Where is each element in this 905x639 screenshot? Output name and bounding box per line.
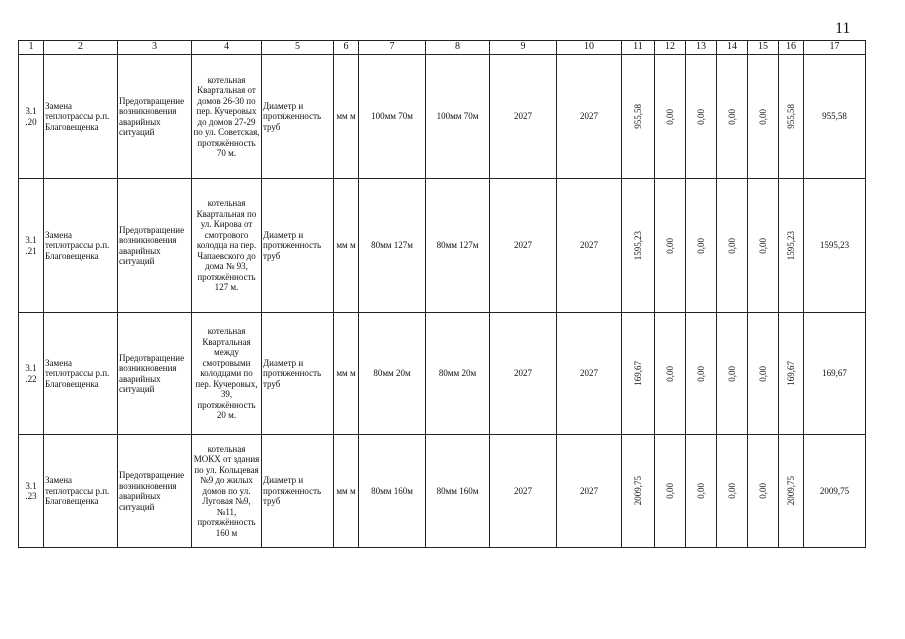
column-header: 11 xyxy=(622,41,655,55)
cell-value: 955,58 xyxy=(785,104,796,129)
cell-value: 0,00 xyxy=(695,108,706,125)
cell-location: котельная МОКХ от здания по ул. Кольцевая №9 до жилых домов по ул. Луговая №9, №11, протяжённость 160 м xyxy=(192,435,262,548)
column-header: 9 xyxy=(490,41,557,55)
cell-value: 0,00 xyxy=(757,237,768,254)
cell-col11 xyxy=(622,179,655,313)
cell-col14 xyxy=(717,179,748,313)
column-header: 2 xyxy=(44,41,118,55)
program-table xyxy=(18,40,866,548)
cell-col15 xyxy=(748,179,779,313)
column-header: 17 xyxy=(804,41,866,55)
cell-before: 80мм 127м xyxy=(359,179,426,313)
cell-unit: мм м xyxy=(334,313,359,435)
cell-end-year: 2027 xyxy=(557,55,622,179)
cell-col12 xyxy=(655,435,686,548)
cell-value: 0,00 xyxy=(664,483,675,499)
cell-col16 xyxy=(779,55,804,179)
cell-before: 80мм 20м xyxy=(359,313,426,435)
cell-col13 xyxy=(686,55,717,179)
table-row xyxy=(19,55,866,179)
column-header: 12 xyxy=(655,41,686,55)
column-header: 7 xyxy=(359,41,426,55)
cell-number: 3.1 .23 xyxy=(19,435,44,548)
cell-value: 0,00 xyxy=(726,483,737,499)
cell-start-year: 2027 xyxy=(490,435,557,548)
cell-start-year: 2027 xyxy=(490,179,557,313)
cell-value: 0,00 xyxy=(757,483,768,499)
cell-number: 3.1 .21 xyxy=(19,179,44,313)
cell-col15 xyxy=(748,435,779,548)
cell-value: 0,00 xyxy=(664,108,675,125)
column-header: 13 xyxy=(686,41,717,55)
cell-col14 xyxy=(717,435,748,548)
cell-end-year: 2027 xyxy=(557,179,622,313)
cell-col16 xyxy=(779,313,804,435)
cell-after: 80мм 160м xyxy=(426,435,490,548)
column-header: 1 xyxy=(19,41,44,55)
column-header: 4 xyxy=(192,41,262,55)
cell-purpose: Предотвращение возникновения аварийных ситуаций xyxy=(118,435,192,548)
cell-col11 xyxy=(622,435,655,548)
cell-value: 0,00 xyxy=(726,108,737,125)
cell-col13 xyxy=(686,313,717,435)
cell-after: 80мм 127м xyxy=(426,179,490,313)
cell-indicator: Диаметр и протяженность труб xyxy=(262,179,334,313)
cell-before: 100мм 70м xyxy=(359,55,426,179)
cell-value: 0,00 xyxy=(726,237,737,254)
cell-col12 xyxy=(655,55,686,179)
cell-value: 2009,75 xyxy=(632,476,643,506)
cell-col15 xyxy=(748,55,779,179)
cell-value: 0,00 xyxy=(664,365,675,382)
cell-value: 2009,75 xyxy=(785,476,796,506)
cell-col14 xyxy=(717,313,748,435)
column-header: 5 xyxy=(262,41,334,55)
cell-start-year: 2027 xyxy=(490,313,557,435)
cell-col12 xyxy=(655,179,686,313)
cell-col13 xyxy=(686,435,717,548)
table-row xyxy=(19,313,866,435)
cell-location: котельная Квартальная от домов 26-30 по пер. Кучеровых до домов 27-29 по ул. Советская, протяжённость 70 м. xyxy=(192,55,262,179)
cell-col11 xyxy=(622,313,655,435)
cell-value: 0,00 xyxy=(757,108,768,125)
cell-before: 80мм 160м xyxy=(359,435,426,548)
cell-value: 169,67 xyxy=(785,361,796,386)
cell-location: котельная Квартальная между смотровыми колодцами по пер. Кучеровых, 39, протяжённость 20 м. xyxy=(192,313,262,435)
cell-indicator: Диаметр и протяженность труб xyxy=(262,435,334,548)
column-header: 16 xyxy=(779,41,804,55)
cell-value: 0,00 xyxy=(757,365,768,382)
cell-col13 xyxy=(686,179,717,313)
cell-col14 xyxy=(717,55,748,179)
cell-end-year: 2027 xyxy=(557,435,622,548)
header-row xyxy=(19,41,866,55)
cell-unit: мм м xyxy=(334,435,359,548)
cell-name: Замена теплотрассы р.п. Благовещенка xyxy=(44,55,118,179)
cell-unit: мм м xyxy=(334,55,359,179)
cell-location: котельная Квартальная по ул. Кирова от смотрового колодца на пер. Чапаевского до дома № 93, протяжённость 127 м. xyxy=(192,179,262,313)
cell-col12 xyxy=(655,313,686,435)
cell-total: 169,67 xyxy=(804,313,866,435)
cell-value: 0,00 xyxy=(695,237,706,254)
cell-col15 xyxy=(748,313,779,435)
cell-value: 0,00 xyxy=(726,365,737,382)
cell-value: 1595,23 xyxy=(785,230,796,261)
column-header: 6 xyxy=(334,41,359,55)
column-header: 8 xyxy=(426,41,490,55)
table-row xyxy=(19,179,866,313)
cell-total: 955,58 xyxy=(804,55,866,179)
cell-after: 80мм 20м xyxy=(426,313,490,435)
cell-value: 0,00 xyxy=(664,237,675,254)
cell-number: 3.1 .22 xyxy=(19,313,44,435)
page-number: 11 xyxy=(835,20,851,37)
cell-after: 100мм 70м xyxy=(426,55,490,179)
cell-number: 3.1 .20 xyxy=(19,55,44,179)
cell-name: Замена теплотрассы р.п. Благовещенка xyxy=(44,435,118,548)
cell-end-year: 2027 xyxy=(557,313,622,435)
cell-indicator: Диаметр и протяженность труб xyxy=(262,55,334,179)
column-header: 15 xyxy=(748,41,779,55)
cell-value: 0,00 xyxy=(695,365,706,382)
cell-value: 955,58 xyxy=(632,104,643,129)
cell-col11 xyxy=(622,55,655,179)
cell-total: 1595,23 xyxy=(804,179,866,313)
cell-col16 xyxy=(779,179,804,313)
cell-purpose: Предотвращение возникновения аварийных ситуаций xyxy=(118,55,192,179)
column-header: 14 xyxy=(717,41,748,55)
cell-purpose: Предотвращение возникновения аварийных ситуаций xyxy=(118,179,192,313)
cell-indicator: Диаметр и протяженность труб xyxy=(262,313,334,435)
cell-value: 169,67 xyxy=(632,361,643,386)
cell-name: Замена теплотрассы р.п. Благовещенка xyxy=(44,313,118,435)
cell-value: 1595,23 xyxy=(632,230,643,261)
cell-start-year: 2027 xyxy=(490,55,557,179)
column-header: 10 xyxy=(557,41,622,55)
table-row xyxy=(19,435,866,548)
cell-name: Замена теплотрассы р.п. Благовещенка xyxy=(44,179,118,313)
cell-value: 0,00 xyxy=(695,483,706,499)
cell-total: 2009,75 xyxy=(804,435,866,548)
cell-unit: мм м xyxy=(334,179,359,313)
cell-col16 xyxy=(779,435,804,548)
column-header: 3 xyxy=(118,41,192,55)
cell-purpose: Предотвращение возникновения аварийных ситуаций xyxy=(118,313,192,435)
